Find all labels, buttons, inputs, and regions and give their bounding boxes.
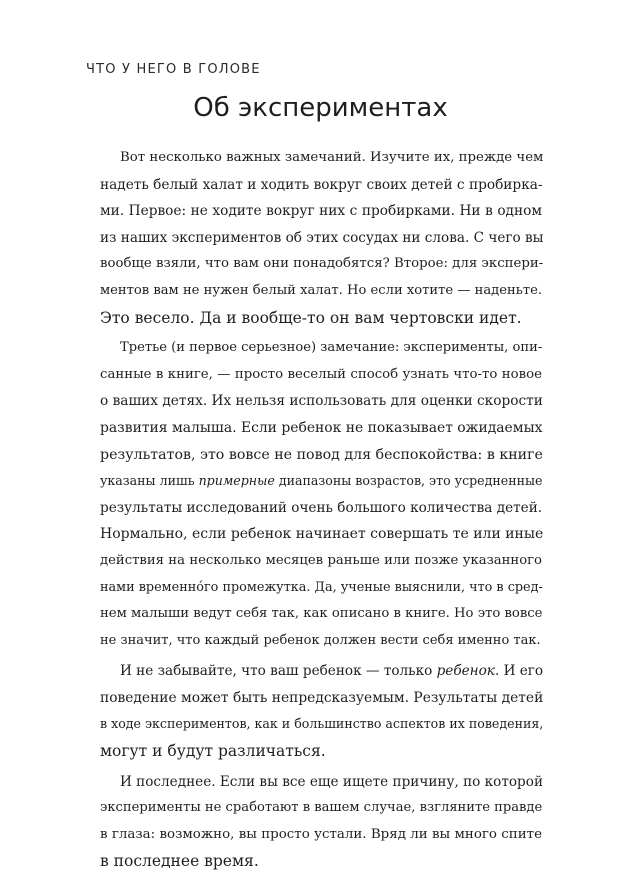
text-line: ментов вам не нужен белый халат. Но если хотите — наденьте. (100, 282, 542, 298)
text-line: действия на несколько месяцев раньше или позже указанного (100, 552, 542, 568)
text-line-with-emphasis (100, 468, 542, 495)
text-run: указаны лишь (100, 473, 199, 489)
paragraph-3 (100, 658, 542, 764)
text-line: нем малыши ведут себя так, как описано в книге. Но это вовсе (100, 606, 543, 622)
running-head: ЧТО У НЕГО В ГОЛОВЕ (86, 62, 261, 77)
body-text (100, 145, 542, 879)
text-line: санные в книге, — просто веселый способ узнать что-то новое (100, 366, 542, 382)
paragraph-4 (100, 769, 542, 875)
text-line: из наших экспериментов об этих сосудах ни слова. С чего вы (100, 229, 544, 246)
text-line: Вот несколько важных замечаний. Изучите их, прежде чем (120, 150, 544, 165)
text-line: Третье (и первое серьезное) замечание: эксперименты, опи- (120, 340, 543, 356)
text-line: нами временно́го промежутка. Да, ученые выяснили, что в сред- (100, 579, 543, 595)
text-line: в ходе экспериментов, как и большинство аспектов их поведения, (100, 716, 544, 732)
text-line: о ваших детях. Их нельзя использовать для оценки скорости (100, 393, 543, 410)
emphasis-text: ребенок (436, 663, 495, 680)
text-line: эксперименты не сработают в вашем случае, взгляните правде (100, 800, 543, 816)
text-line-with-emphasis (100, 658, 542, 685)
section-title: Об экспериментах (193, 93, 448, 123)
text-line: поведение может быть непредсказуемым. Результаты детей (100, 689, 544, 706)
text-run: диапазоны возрастов, это усредненные (274, 473, 543, 489)
text-line: в глаза: возможно, вы просто устали. Вряд ли вы много спите (100, 826, 542, 842)
text-line: надеть белый халат и ходить вокруг своих детей с пробирка- (100, 176, 543, 193)
paragraph-1 (100, 145, 542, 331)
text-line: могут и будут различаться. (100, 742, 326, 761)
text-run: И не забывайте, что ваш ребенок — только (120, 663, 437, 680)
text-line: результатов, это вовсе не повод для беспокойства: в книге (100, 446, 543, 463)
paragraph-2 (100, 335, 542, 654)
text-line: Нормально, если ребенок начинает совершать те или иные (100, 526, 544, 543)
text-line: И последнее. Если вы все еще ищете причину, по которой (120, 773, 543, 790)
emphasis-text: примерные (198, 473, 275, 489)
text-line: вообще взяли, что вам они понадобятся? Второе: для экспери- (100, 256, 544, 272)
text-line: не значит, что каждый ребенок должен вести себя именно так. (100, 632, 541, 648)
text-line: результаты исследований очень большого количества детей. (100, 499, 543, 516)
text-line: в последнее время. (100, 852, 259, 871)
text-run: . И его (494, 663, 544, 680)
text-line: ми. Первое: не ходите вокруг них с пробирками. Ни в одном (100, 203, 542, 220)
text-line: развития малыша. Если ребенок не показывает ожидаемых (100, 419, 543, 436)
text-line: Это весело. Да и вообще-то он вам чертовски идет. (100, 308, 522, 327)
